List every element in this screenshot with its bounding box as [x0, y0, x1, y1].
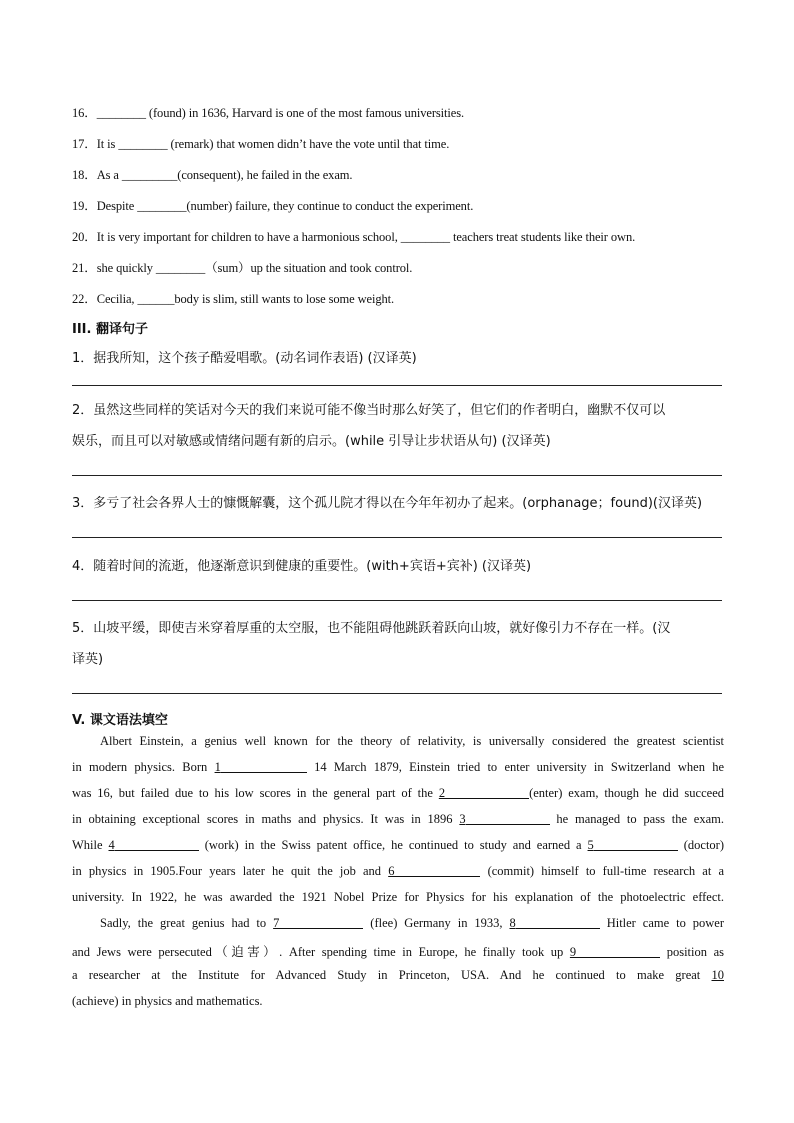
passage-line: Albert Einstein, a genius well known for the theory of relativity, is universally considered the greatest scientist [100, 734, 724, 748]
answer-line[interactable] [72, 537, 722, 538]
cloze-blank-4[interactable]: 4 [109, 838, 199, 852]
question-number: 19． [72, 199, 97, 213]
question-21: 21．she quickly ________（sum）up the situation and took control. [72, 261, 413, 275]
passage-line: in modern physics. Born 1 14 March 1879, Einstein tried to enter university in Switzerland when he [72, 760, 724, 774]
question-number: 21． [72, 261, 97, 275]
translation-item-5-cont: 译英) [72, 652, 104, 667]
cloze-blank-2[interactable]: 2 [439, 786, 529, 800]
question-number: 18． [72, 168, 97, 182]
passage-line: While 4 (work) in the Swiss patent office, he continued to study and earned a 5 (doctor) [72, 838, 724, 852]
passage-line: university. In 1922, he was awarded the 1921 Nobel Prize for Physics for his explanation of the photoelectric effect. [72, 890, 724, 904]
question-16: 16．________ (found) in 1636, Harvard is one of the most famous universities. [72, 106, 464, 120]
passage-line: and Jews were persecuted（迫害）. After spending time in Europe, he finally took up 9 position as [72, 945, 725, 959]
answer-blank[interactable]: ________ [400, 230, 450, 244]
translation-item-1: 1．据我所知，这个孩子酷爱唱歌。(动名词作表语) (汉译英) [72, 351, 417, 366]
passage-line: Sadly, the great genius had to 7 (flee) Germany in 1933, 8 Hitler came to power [100, 916, 725, 930]
translation-item-2-cont: 娱乐，而且可以对敏感或情绪问题有新的启示。(while 引导让步状语从句) (汉译英) [72, 434, 551, 449]
answer-blank[interactable]: ______ [137, 292, 175, 306]
answer-blank[interactable]: ________ [137, 199, 187, 213]
translation-item-3: 3．多亏了社会各界人士的慷慨解囊，这个孤儿院才得以在今年年初办了起来。(orphanage；found)(汉译英) [72, 496, 703, 511]
passage-line: in obtaining exceptional scores in maths and physics. It was in 1896 3 he managed to pass the exam. [72, 812, 724, 826]
answer-blank[interactable]: ________ [155, 261, 206, 275]
question-22: 22．Cecilia, ______body is slim, still wants to lose some weight. [72, 292, 395, 306]
answer-line[interactable] [72, 600, 722, 601]
question-20: 20．It is very important for children to have a harmonious school, ________ teachers treat students like their own. [72, 230, 636, 244]
cloze-blank-7[interactable]: 7 [273, 916, 363, 930]
translation-item-5: 5．山坡平缓，即使吉米穿着厚重的太空服，也不能阻碍他跳跃着跃向山坡，就好像引力不存在一样。(汉 [72, 621, 671, 636]
cloze-blank-8[interactable]: 8 [510, 916, 600, 930]
answer-line[interactable] [72, 385, 722, 386]
cloze-blank-9[interactable]: 9 [570, 945, 660, 959]
section-title-cloze: V. 课文语法填空 [72, 713, 168, 728]
cloze-blank-6[interactable]: 6 [388, 864, 480, 878]
answer-blank[interactable]: _________ [121, 168, 178, 182]
question-number: 20． [72, 230, 97, 244]
cloze-blank-5[interactable]: 5 [588, 838, 678, 852]
section-title-translation: III. 翻译句子 [72, 322, 148, 337]
question-18: 18．As a _________(consequent), he failed in the exam. [72, 168, 353, 182]
cloze-blank-1[interactable]: 1 [215, 760, 307, 774]
question-number: 16． [72, 106, 97, 120]
answer-blank[interactable]: ________ [118, 137, 168, 151]
question-number: 22． [72, 292, 97, 306]
passage-line: in physics in 1905.Four years later he quit the job and 6 (commit) himself to full-time research at a [72, 864, 724, 878]
question-19: 19．Despite ________(number) failure, they continue to conduct the experiment. [72, 199, 474, 213]
passage-line: a researcher at the Institute for Advanced Study in Princeton, USA. And he continued to make great 10 [72, 968, 724, 982]
answer-line[interactable] [72, 475, 722, 476]
cloze-blank-10[interactable]: 10 [711, 968, 724, 982]
question-number: 17． [72, 137, 97, 151]
answer-blank[interactable]: ________ [96, 106, 146, 120]
passage-line: (achieve) in physics and mathematics. [72, 994, 263, 1008]
question-17: 17．It is ________ (remark) that women didn’t have the vote until that time. [72, 137, 450, 151]
passage-line: was 16, but failed due to his low scores in the general part of the 2 (enter) exam, though he did succeed [72, 786, 724, 800]
answer-line[interactable] [72, 693, 722, 694]
translation-item-2: 2．虽然这些同样的笑话对今天的我们来说可能不像当时那么好笑了，但它们的作者明白，幽默不仅可以 [72, 403, 666, 418]
cloze-blank-3[interactable]: 3 [459, 812, 549, 826]
translation-item-4: 4．随着时间的流逝，他逐渐意识到健康的重要性。(with+宾语+宾补) (汉译英) [72, 559, 532, 574]
